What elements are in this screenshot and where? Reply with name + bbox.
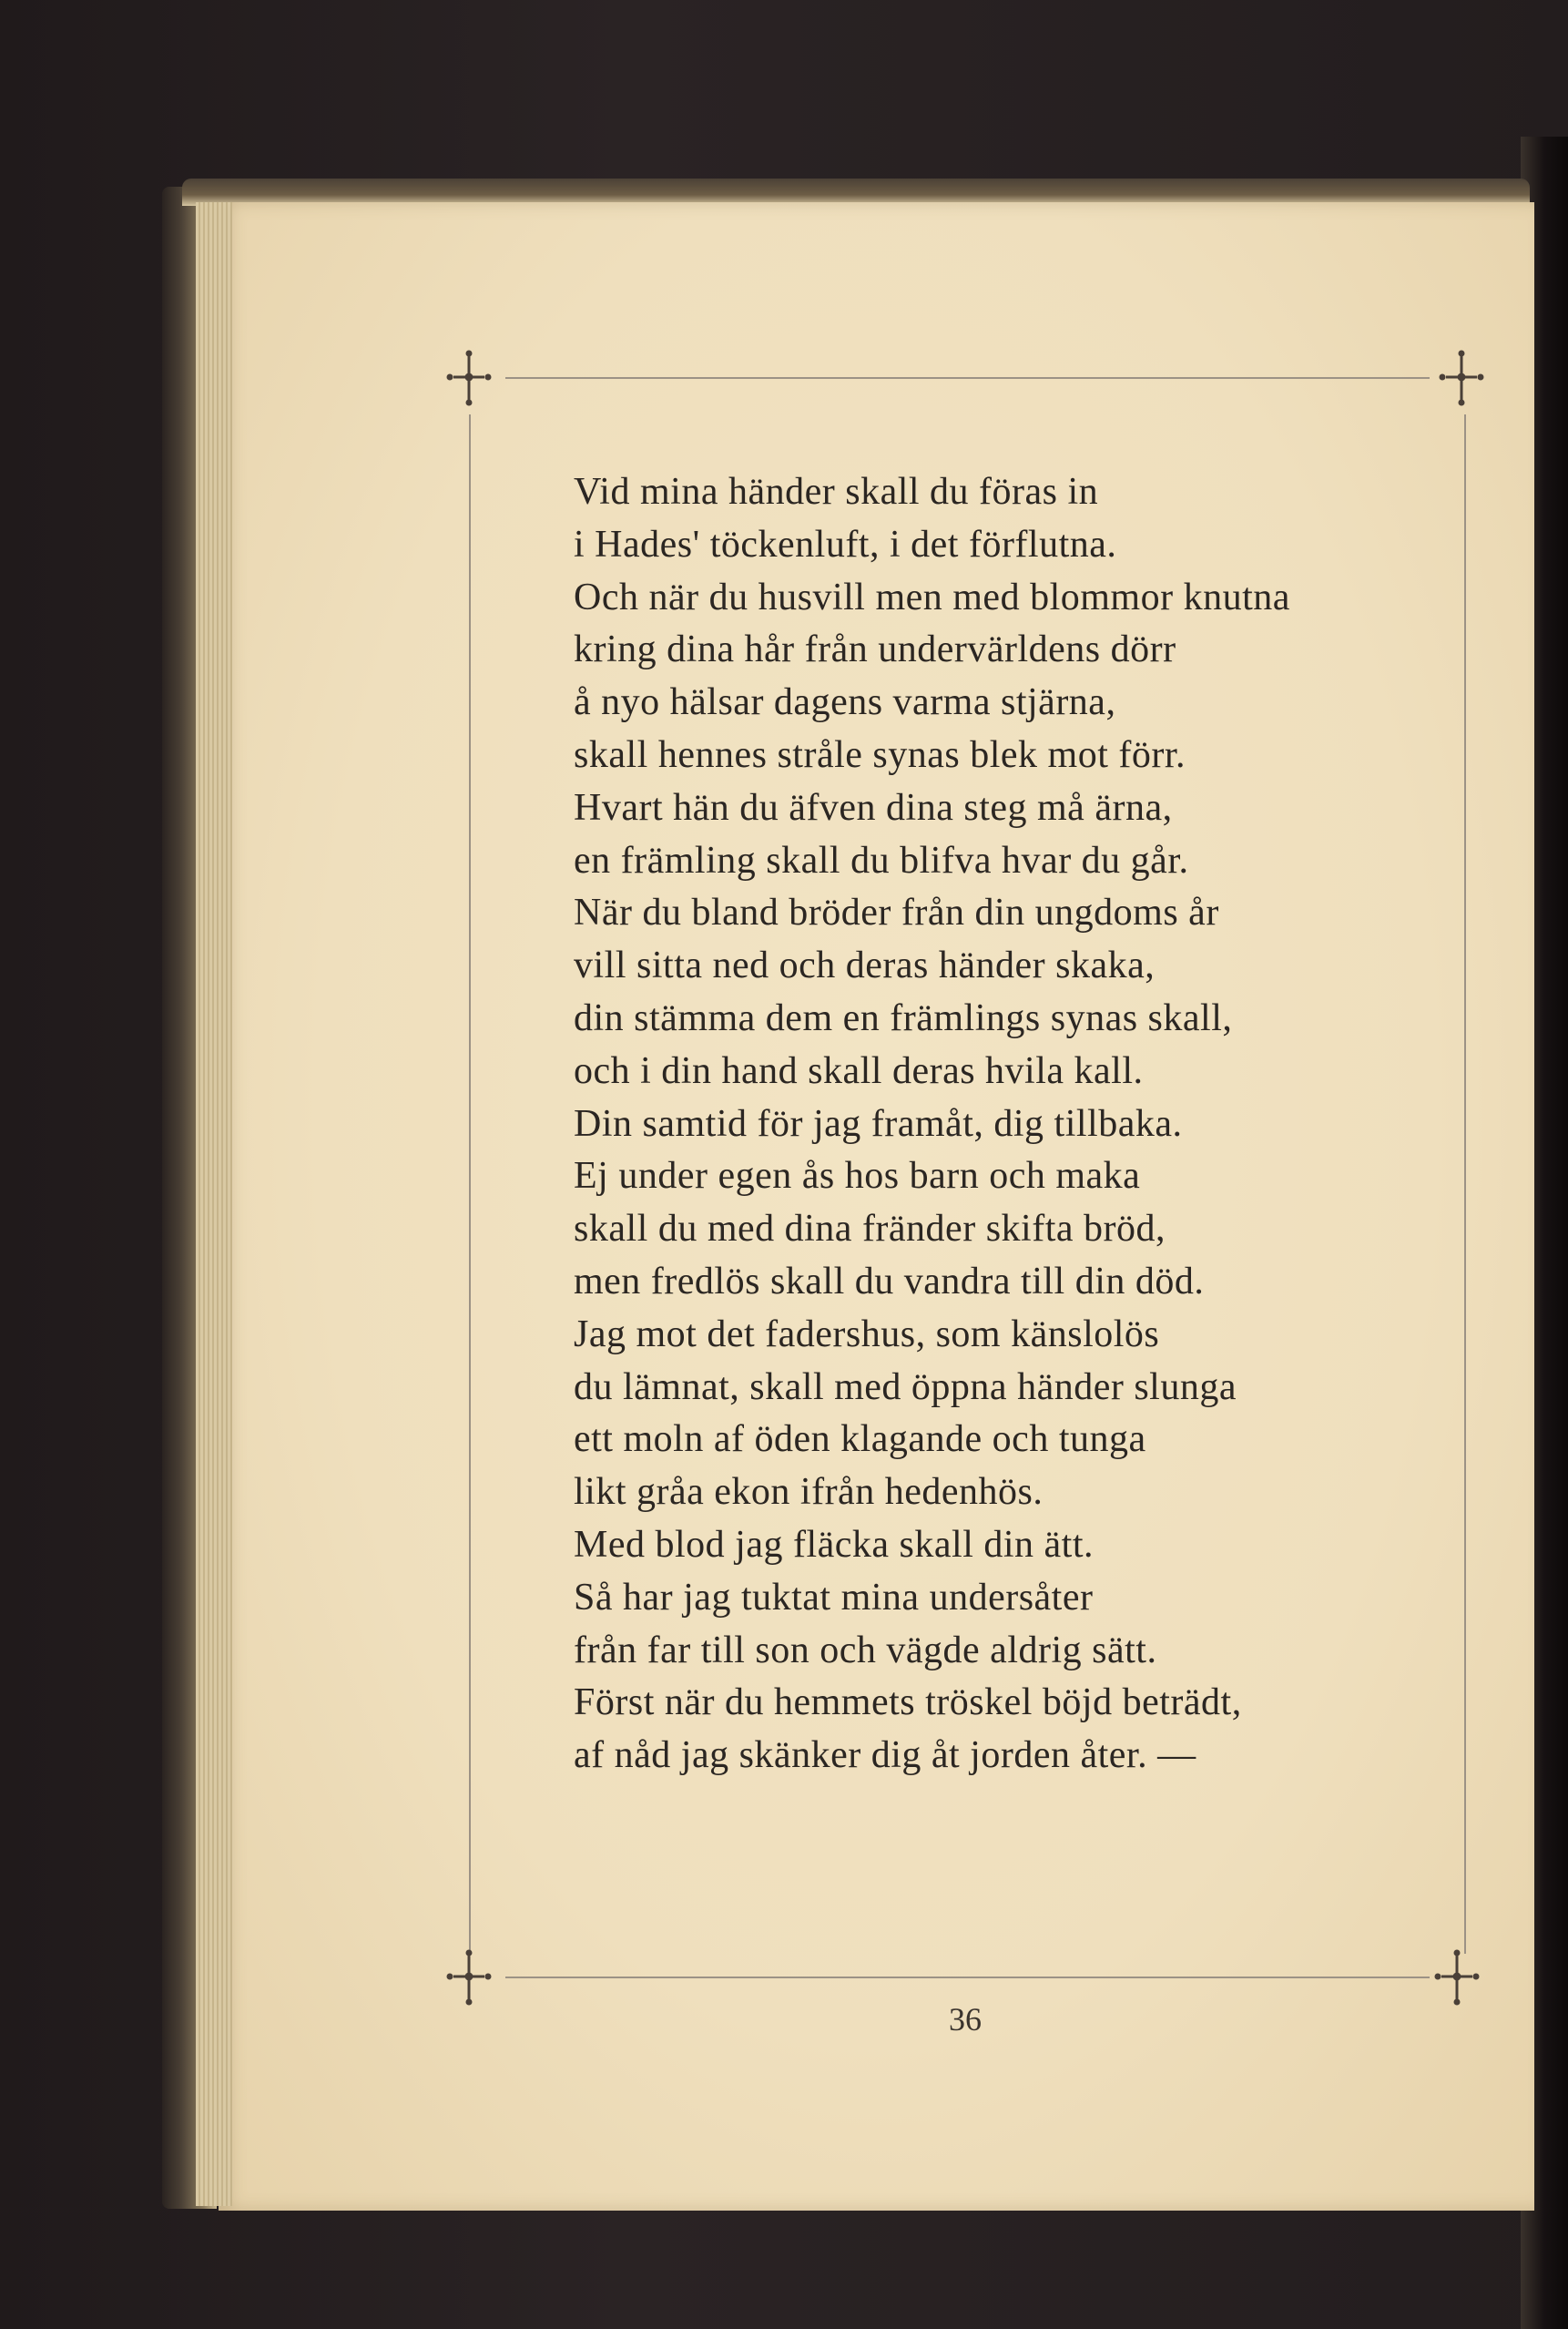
poem-line: likt gråa ekon ifrån hedenhös. <box>574 1471 1044 1514</box>
poem-line: kring dina hår från undervärldens dörr <box>574 628 1176 671</box>
cross-fleuron-icon <box>1425 1946 1489 2009</box>
poem-line: i Hades' töckenluft, i det förflutna. <box>574 523 1117 566</box>
poem-line: Ej under egen ås hos barn och maka <box>574 1155 1141 1198</box>
cross-fleuron-icon <box>437 346 501 410</box>
poem-line: Din samtid för jag framåt, dig tillbaka. <box>574 1102 1183 1145</box>
poem-line: Med blod jag fläcka skall din ätt. <box>574 1523 1095 1566</box>
poem-line: din stämma dem en främlings synas skall, <box>574 996 1233 1039</box>
poem-line: af nåd jag skänker dig åt jorden åter. — <box>574 1734 1196 1777</box>
poem-line: och i din hand skall deras hvila kall. <box>574 1049 1144 1092</box>
poem-line: från far till son och vägde aldrig sätt. <box>574 1629 1157 1671</box>
page-stack-edge <box>196 202 232 2206</box>
poem-line: å nyo hälsar dagens varma stjärna, <box>574 681 1116 724</box>
poem-line: Så har jag tuktat mina undersåter <box>574 1576 1094 1619</box>
poem-line: Först när du hemmets tröskel böjd beträdt, <box>574 1681 1242 1724</box>
poem-line: Jag mot det fadershus, som känslolös <box>574 1313 1160 1355</box>
poem-line: en främling skall du blifva hvar du går. <box>574 839 1189 882</box>
poem-line: När du bland bröder från din ungdoms år <box>574 892 1219 935</box>
frame-line-right <box>1464 414 1466 1954</box>
page-number: 36 <box>949 2001 982 2038</box>
poem-line: Vid mina händer skall du föras in <box>574 471 1099 513</box>
poem-line: skall du med dina fränder skifta bröd, <box>574 1208 1166 1251</box>
poem-line: skall hennes stråle synas blek mot förr. <box>574 733 1186 776</box>
cross-fleuron-icon <box>437 1946 501 2009</box>
frame-line-left <box>469 414 471 1954</box>
poem-line: Och när du husvill men med blommor knutna <box>574 576 1290 618</box>
cross-fleuron-icon <box>1430 346 1493 410</box>
poem-line: Hvart hän du äfven dina steg må ärna, <box>574 786 1173 829</box>
frame-line-top <box>505 377 1430 379</box>
poem-line: ett moln af öden klagande och tunga <box>574 1418 1146 1461</box>
poem-text <box>574 466 1439 1783</box>
poem-line: du lämnat, skall med öppna händer slunga <box>574 1365 1237 1408</box>
frame-line-bottom <box>505 1977 1430 1978</box>
poem-line: vill sitta ned och deras händer skaka, <box>574 945 1156 987</box>
poem-line: men fredlös skall du vandra till din död. <box>574 1260 1205 1302</box>
